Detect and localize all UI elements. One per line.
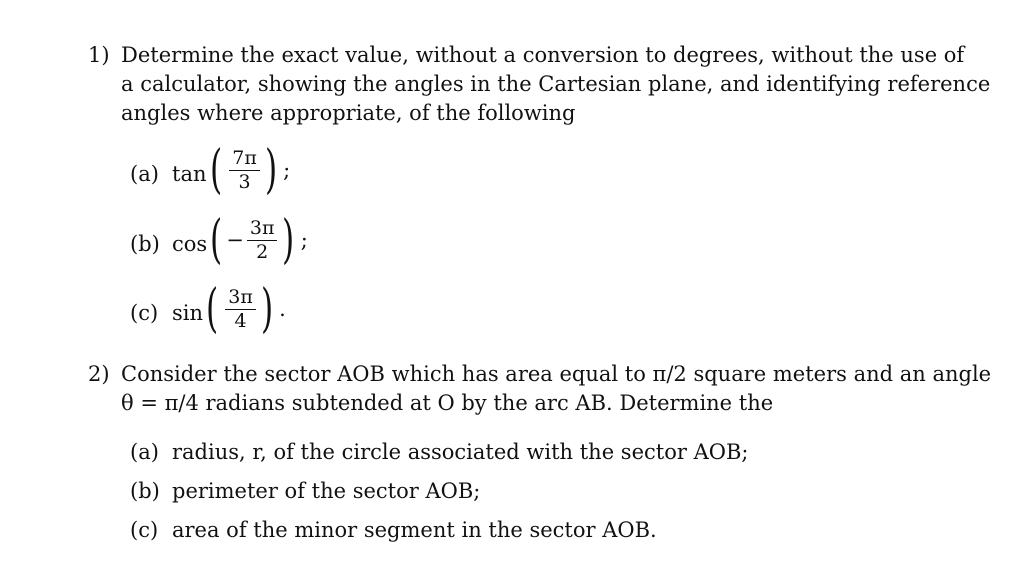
question-1b-label: (b) [130,232,160,256]
question-2c-text: area of the minor segment in the sector AOB. [172,518,657,542]
question-1a-numerator: 7π [229,147,260,171]
question-2b-label: (b) [130,479,160,503]
question-1c-punctuation: . [279,297,286,321]
right-paren: ) [260,279,274,339]
question-1c-numerator: 3π [225,286,256,310]
left-paren: ( [206,279,219,339]
question-1b-denominator: 2 [256,241,269,263]
question-1c-label: (c) [130,301,159,325]
question-1-number: 1) [88,43,110,67]
question-1a-fraction [229,147,260,193]
question-1a-function: tan [172,162,207,186]
question-1b-function: cos [172,232,208,256]
question-2-line-2: θ = π/4 radians subtended at O by the arc AB. Determine the [121,391,774,415]
question-1-line-1: Determine the exact value, without a conversion to degrees, without the use of [121,43,965,67]
question-2a-label: (a) [130,440,159,464]
right-paren: ) [264,140,278,200]
question-1a-argument [206,140,291,200]
question-2-line-1: Consider the sector AOB which has area equal to π/2 square meters and an angle [121,362,992,386]
question-1c-function: sin [172,301,204,325]
question-1a-denominator: 3 [238,171,251,193]
question-2b-text: perimeter of the sector AOB; [172,479,481,503]
question-1c-fraction [225,286,256,332]
question-1c-argument [202,279,286,339]
question-1c-denominator: 4 [234,310,247,332]
question-1b-argument [206,210,308,270]
left-paren: ( [210,140,223,200]
left-paren: ( [210,210,223,270]
question-1b-fraction [247,217,278,263]
question-2-number: 2) [88,362,110,386]
question-2c-label: (c) [130,518,159,542]
right-paren: ) [282,210,295,270]
question-1a-punctuation: ; [283,158,291,182]
question-1b-sign: − [226,228,244,252]
question-1-line-3: angles where appropriate, of the following [121,101,576,125]
question-1b-punctuation: ; [300,228,308,252]
question-2a-text: radius, r, of the circle associated with the sector AOB; [172,440,749,464]
question-1a-label: (a) [130,162,159,186]
question-1-line-2: a calculator, showing the angles in the Cartesian plane, and identifying reference [121,72,991,96]
question-1b-numerator: 3π [247,217,278,241]
